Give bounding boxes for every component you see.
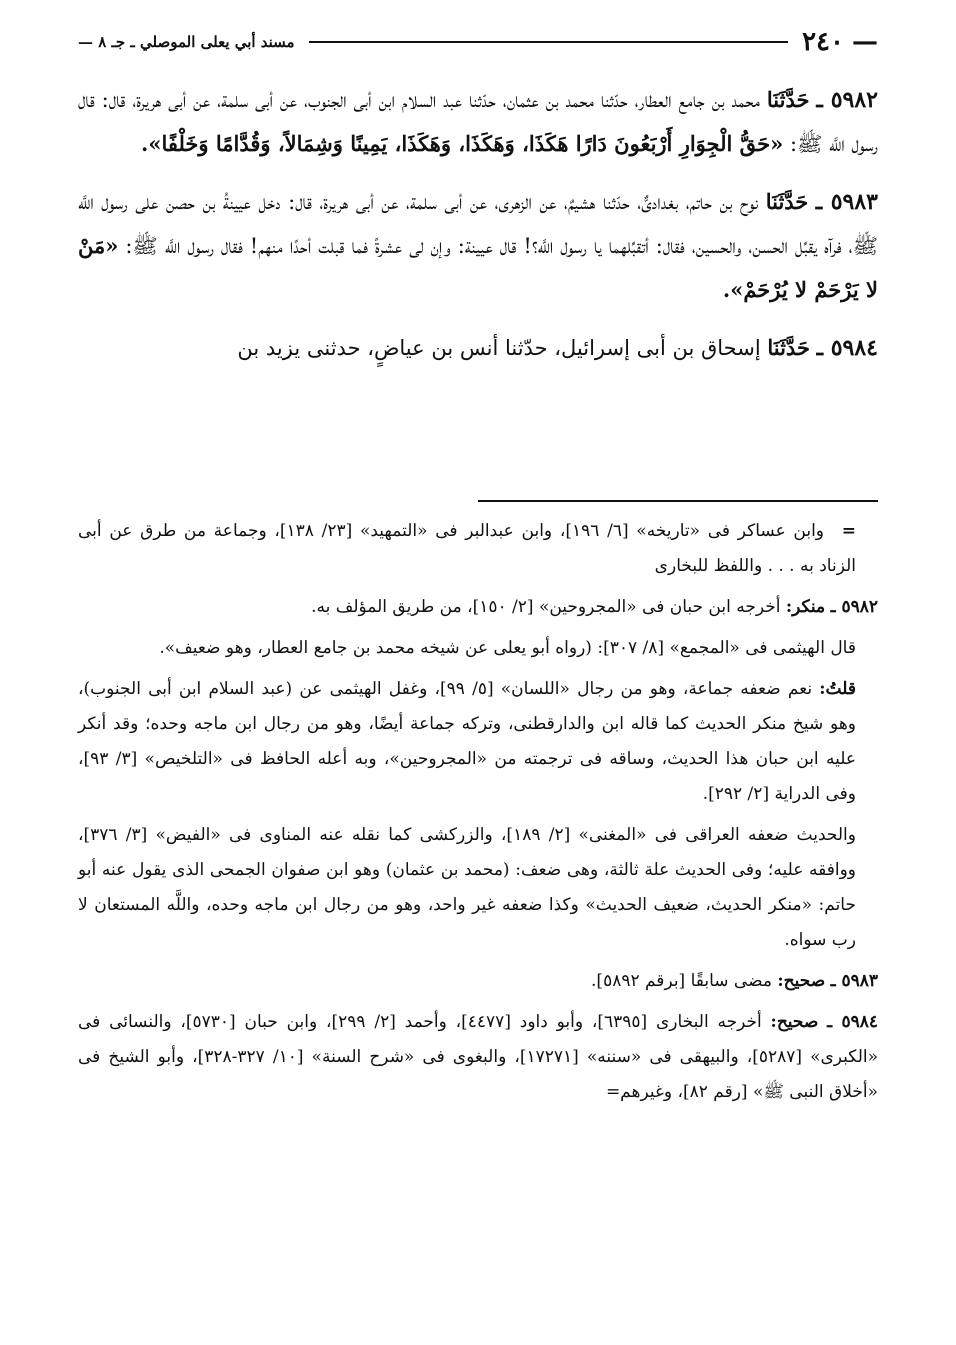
hadith-text: إسحاق بن أبى إسرائيل، حدّثنا أنس بن عياضٍ، حدثنى يزيد بن [237,336,761,360]
footnote-5982 [78,590,878,625]
footnote-5982-haythami [78,631,878,666]
footnote-text: أخرجه البخارى [٦٣٩٥]، وأبو داود [٤٤٧٧]، وأحمد [٢/ ٢٩٩]، وابن حبان [٥٧٣٠]، والنسائى فى «الكبرى» [٥٢٨٧]، والبيهقى فى «سننه» [١٧٢٧١]، والبغوى فى «شرح السنة» [١٠/ ٣٢٧-٣٢٨]، وأبو الشيخ فى «أخلاق النبى ﷺ» [رقم ٨٢]، وغيرهم= [78,1012,878,1102]
hadith-text: نوح بن حاتم، بغدادىٌّ، حدّثنا هشيمٌ، عن الزهرى، عن أبى سلمة، عن أبى هريرة، قال: دخل عيينةُ بن حصن على رسول اللَّه ﷺ، فرآه يقبِّل الحسن، والحسين، فقال: أتقبِّلهما يا رسول اللَّه؟! قال عيينة: وإن لى عشرةً فما قبلت أحدًا منهم! فقال رسول اللَّه ﷺ: [78,190,878,258]
footnote-grade: صحيح: [770,1012,819,1032]
footnotes [78,514,878,1116]
hadith-number: ٥٩٨٣ ـ [815,189,878,215]
footnote-number: ٥٩٨٣ ـ [830,971,878,991]
footnote-rule [478,500,878,502]
footnote-number: ٥٩٨٤ ـ [827,1012,878,1032]
hadith-prefix: حَدَّثَنَا [765,189,809,214]
hadith-5984 [78,326,878,370]
hadith-5982 [78,78,878,166]
hadith-quote: «حَقُّ الْجِوَارِ أَرْبَعُونَ دَارًا هَكَذَا، وَهَكَذَا، وَهَكَذَا، يَمِينًا وَشِمَالاً، وَقُدَّامًا وَخَلْفًا». [141,131,784,156]
book-title: مسند أبي يعلى الموصلي ـ جـ ٨ — [78,33,295,51]
hadith-text: محمد بن جامع العطار، حدّثنا محمد بن عثمان، حدّثنا عبد السلام ابن أبى الجنوب، عن أبى سلمة، عن أبى هريرة، قال: قال رسول اللَّه ﷺ: [78,88,878,156]
header-rule [309,41,788,43]
running-header [78,22,878,62]
hadith-number: ٥٩٨٤ ـ [816,335,878,361]
header-dash: — [852,27,878,57]
hadith-number: ٥٩٨٢ ـ [816,87,878,113]
footnote-grade: صحيح: [777,971,826,991]
footnote-text: أخرجه ابن حبان فى «المجروحين» [٢/ ١٥٠]، من طريق المؤلف به. [311,597,781,617]
page-number: ٢٤٠ [802,27,844,57]
hadith-quote: «مَنْ لا يَرْحَمْ لا يُرْحَمْ». [78,233,878,302]
continuation-text: وابن عساكر فى «تاريخه» [٦/ ١٩٦]، وابن عبدالبر فى «التمهيد» [٢٣/ ١٣٨]، وجماعة من طرق عن أبى الزناد به . . . واللفظ للبخارى [78,521,856,576]
footnote-text: مضى سابقًا [برقم ٥٨٩٢]. [591,971,772,991]
qult-label: قلتُ: [819,679,857,699]
continuation-marker: = [841,521,856,541]
hadith-prefix: حَدَّثَنَا [766,87,810,112]
footnote-continuation [78,514,878,584]
footnote-5984 [78,1005,878,1110]
footnote-grade: منكر: [785,597,826,617]
footnote-number: ٥٩٨٢ ـ [830,597,878,617]
footnote-text: نعم ضعفه جماعة، وهو من رجال «اللسان» [٥/ ٩٩]، وغفل الهيثمى عن (عبد السلام ابن أبى الجنوب)، وهو شيخ منكر الحديث كما قاله ابن والدارقطنى، وتركه جماعة أيضًا، وهو من رجال ابن ماجه وحده؛ وقد أنكر عليه ابن حبان هذا الحديث، وساقه فى ترجمته من «المجروحين»، وبه أعله الحافظ فى «التلخيص» [٣/ ٩٣]، وفى الدراية [٢/ ٢٩٢]. [78,679,856,804]
footnote-5982-iraqi [78,818,878,958]
hadith-prefix: حَدَّثَنَا [767,335,810,360]
main-text [78,78,878,384]
footnote-5983 [78,964,878,999]
footnote-5982-qult [78,672,878,812]
footnote-text: والحديث ضعفه العراقى فى «المغنى» [٢/ ١٨٩]، والزركشى كما نقله عنه المناوى فى «الفيض» [٣/ ٣٧٦]، ووافقه عليه؛ وفى الحديث علة ثالثة، وهى ضعف: (محمد بن عثمان) وهو ابن صفوان الجمحى الذى يقول عنه أبو حاتم: «منكر الحديث، ضعيف الحديث» وكذا ضعفه غير واحد، وهو من رجال ابن ماجه وحده، واللَّه المستعان لا رب سواه. [78,825,856,950]
footnote-text: قال الهيثمى فى «المجمع» [٨/ ٣٠٧]: (رواه أبو يعلى عن شيخه محمد بن جامع العطار، وهو ضعيف». [159,638,856,658]
hadith-5983 [78,180,878,312]
